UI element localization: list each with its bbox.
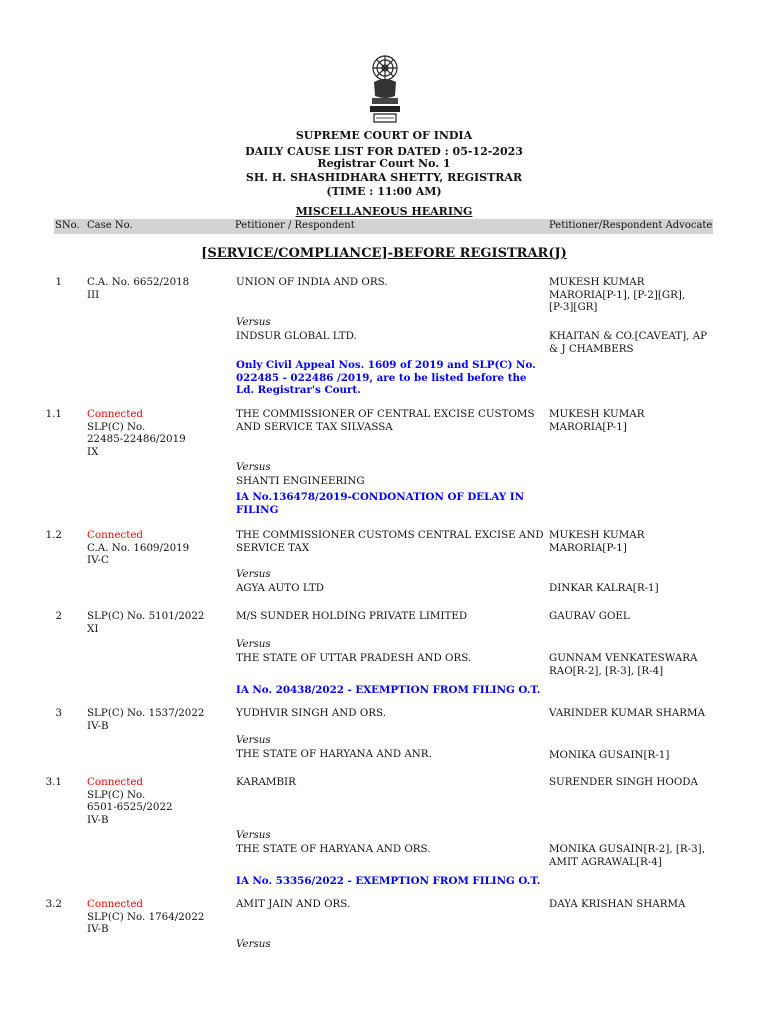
case-number: SLP(C) No. 1537/2022 IV-B — [87, 707, 205, 732]
entry-sno: 1.2 — [45, 529, 62, 541]
connected-label: Connected — [87, 776, 144, 788]
respondent-name: INDSUR GLOBAL LTD. — [236, 330, 357, 342]
listing-note: IA No. 20438/2022 - EXEMPTION FROM FILING O.T. — [236, 684, 541, 696]
respondent-advocate: MONIKA GUSAIN[R-1] — [549, 749, 670, 761]
respondent-name: THE STATE OF HARYANA AND ANR. — [236, 748, 432, 760]
petitioner-advocate: MUKESH KUMAR MARORIA[P-1] — [549, 408, 645, 433]
petitioner-name: UNION OF INDIA AND ORS. — [236, 276, 388, 288]
list-title: DAILY CAUSE LIST FOR DATED : 05-12-2023 — [245, 145, 523, 158]
column-advocate: Petitioner/Respondent Advocate — [549, 220, 713, 231]
court-name: SUPREME COURT OF INDIA — [295, 129, 473, 142]
versus-label: Versus — [236, 734, 271, 746]
listing-note: IA No. 53356/2022 - EXEMPTION FROM FILING O.T. — [236, 875, 541, 887]
petitioner-name: YUDHVIR SINGH AND ORS. — [236, 707, 386, 719]
listing-note: Only Civil Appeal Nos. 1609 of 2019 and SLP(C) No. 022485 - 022486 /2019, are to be listed before the Ld. Registrar's Court. — [236, 359, 536, 396]
petitioner-advocate: DAYA KRISHAN SHARMA — [549, 898, 686, 910]
entry-sno: 3.1 — [45, 776, 62, 788]
case-number: C.A. No. 6652/2018 III — [87, 276, 190, 301]
petitioner-name: THE COMMISSIONER OF CENTRAL EXCISE CUSTOMS AND SERVICE TAX SILVASSA — [236, 408, 535, 433]
entry-sno: 3.2 — [45, 898, 62, 910]
entry-sno: 2 — [55, 610, 62, 622]
petitioner-advocate: MUKESH KUMAR MARORIA[P-1] — [549, 529, 645, 554]
case-number: SLP(C) No. 5101/2022 XI — [87, 610, 205, 635]
respondent-name: THE STATE OF HARYANA AND ORS. — [236, 843, 431, 855]
connected-label: Connected — [87, 898, 144, 910]
case-number: Connected C.A. No. 1609/2019 IV-C — [87, 529, 190, 566]
versus-label: Versus — [236, 461, 271, 473]
connected-label: Connected — [87, 529, 144, 541]
case-number: Connected SLP(C) No. 22485-22486/2019 IX — [87, 408, 186, 458]
entry-sno: 1 — [55, 276, 62, 288]
court-number: Registrar Court No. 1 — [317, 157, 451, 170]
respondent-name: AGYA AUTO LTD — [236, 582, 325, 594]
section-title: [SERVICE/COMPLIANCE]-BEFORE REGISTRAR(J) — [201, 246, 567, 261]
versus-label: Versus — [236, 316, 271, 328]
national-emblem-icon — [364, 52, 406, 126]
case-number: Connected SLP(C) No. 1764/2022 IV-B — [87, 898, 205, 935]
petitioner-advocate: SURENDER SINGH HOODA — [549, 776, 698, 788]
column-header-row — [54, 219, 713, 234]
versus-label: Versus — [236, 829, 271, 841]
petitioner-advocate: MUKESH KUMAR MARORIA[P-1], [P-2][GR], [P-3][GR] — [549, 276, 686, 313]
petitioner-name: AMIT JAIN AND ORS. — [236, 898, 351, 910]
petitioner-name: KARAMBIR — [236, 776, 296, 788]
respondent-name: SHANTI ENGINEERING — [236, 475, 365, 487]
registrar-name: SH. H. SHASHIDHARA SHETTY, REGISTRAR — [245, 171, 523, 184]
respondent-name: THE STATE OF UTTAR PRADESH AND ORS. — [236, 652, 472, 664]
listing-note: IA No.136478/2019-CONDONATION OF DELAY IN FILING — [236, 491, 525, 516]
entry-sno: 1.1 — [45, 408, 62, 420]
respondent-advocate: KHAITAN & CO.[CAVEAT], AP & J CHAMBERS — [549, 330, 708, 355]
versus-label: Versus — [236, 638, 271, 650]
petitioner-name: THE COMMISSIONER CUSTOMS CENTRAL EXCISE AND SERVICE TAX — [236, 529, 544, 554]
case-number: Connected SLP(C) No. 6501-6525/2022 IV-B — [87, 776, 173, 826]
entry-sno: 3 — [55, 707, 62, 719]
petitioner-advocate: GAURAV GOEL — [549, 610, 630, 622]
versus-label: Versus — [236, 938, 271, 950]
connected-label: Connected — [87, 408, 144, 420]
respondent-advocate: MONIKA GUSAIN[R-2], [R-3], AMIT AGRAWAL[R-4] — [549, 843, 705, 868]
petitioner-advocate: VARINDER KUMAR SHARMA — [549, 707, 706, 719]
hearing-time: (TIME : 11:00 AM) — [326, 185, 442, 198]
respondent-advocate: GUNNAM VENKATESWARA RAO[R-2], [R-3], [R-4] — [549, 652, 698, 677]
column-parties: Petitioner / Respondent — [235, 220, 355, 231]
versus-label: Versus — [236, 568, 271, 580]
respondent-advocate: DINKAR KALRA[R-1] — [549, 582, 659, 594]
column-case-no: Case No. — [87, 220, 133, 231]
column-sno: SNo. — [55, 220, 80, 231]
petitioner-name: M/S SUNDER HOLDING PRIVATE LIMITED — [236, 610, 468, 622]
hearing-type: MISCELLANEOUS HEARING — [295, 205, 473, 218]
